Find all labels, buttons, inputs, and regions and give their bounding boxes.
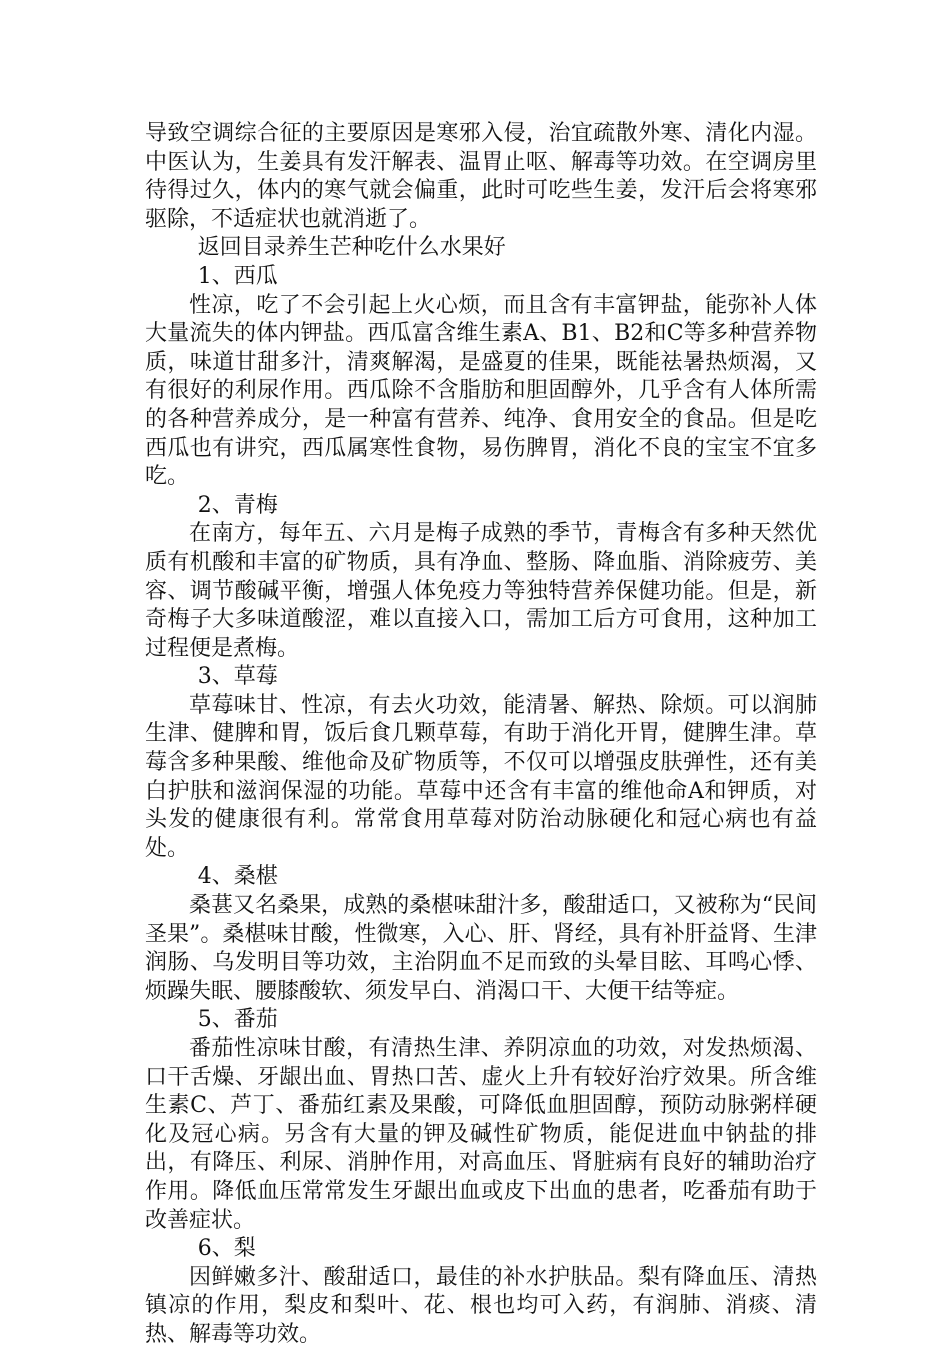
item-body-green-plum: 在南方，每年五、六月是梅子成熟的季节，青梅含有多种天然优质有机酸和丰富的矿物质，具有净血、整肠、降血脂、消除疲劳、美容、调节酸碱平衡，增强人体免疫力等独特营养保健功能。但是，新奇梅子大多味道酸涩，难以直接入口，需加工后方可食用，这种加工过程便是煮梅。	[145, 521, 817, 661]
item-body-tomato: 番茄性凉味甘酸，有清热生津、养阴凉血的功效，对发热烦渴、口干舌燥、牙龈出血、胃热口苦、虚火上升有较好治疗效果。所含维生素C、芦丁、番茄红素及果酸，可降低血胆固醇，预防动脉粥样硬化及冠心病。另含有大量的钾及碱性矿物质，能促进血中钠盐的排出，有降压、利尿、消肿作用，对高血压、肾脏病有良好的辅助治疗作用。降低血压常常发生牙龈出血或皮下出血的患者，吃番茄有助于改善症状。	[145, 1036, 817, 1233]
item-body-pear: 因鲜嫩多汁、酸甜适口，最佳的补水护肤品。梨有降血压、清热镇凉的作用，梨皮和梨叶、花、根也均可入药，有润肺、消痰、清热、解毒等功效。	[145, 1264, 817, 1347]
intro-paragraph: 导致空调综合征的主要原因是寒邪入侵，治宜疏散外寒、清化内湿。中医认为，生姜具有发汗解表、温胃止呕、解毒等功效。在空调房里待得过久，体内的寒气就会偏重，此时可吃些生姜，发汗后会将寒邪驱除，不适症状也就消逝了。	[145, 121, 817, 232]
item-heading-mulberry: 4、桑椹	[197, 864, 278, 890]
section-title: 返回目录养生芒种吃什么水果好	[197, 235, 506, 261]
item-heading-tomato: 5、番茄	[197, 1007, 278, 1033]
item-heading-strawberry: 3、草莓	[197, 664, 278, 690]
item-body-mulberry: 桑葚又名桑果，成熟的桑椹味甜汁多，酸甜适口，又被称为“民间圣果”。桑椹味甘酸，性微寒，入心、肝、肾经，具有补肝益肾、生津润肠、乌发明目等功效，主治阴血不足而致的头晕目眩、耳鸣心悸、烦躁失眠、腰膝酸软、须发早白、消渴口干、大便干结等症。	[145, 893, 817, 1004]
document-page	[145, 120, 817, 1350]
item-body-strawberry: 草莓味甘、性凉，有去火功效，能清暑、解热、除烦。可以润肺生津、健脾和胃，饭后食几颗草莓，有助于消化开胃，健脾生津。草莓含多种果酸、维他命及矿物质等，不仅可以增强皮肤弹性，还有美白护肤和滋润保湿的功能。草莓中还含有丰富的维他命A和钾质，对头发的健康很有利。常常食用草莓对防治动脉硬化和冠心病也有益处。	[145, 692, 817, 861]
item-heading-watermelon: 1、西瓜	[197, 263, 278, 289]
item-heading-pear: 6、梨	[197, 1236, 256, 1262]
item-body-watermelon: 性凉，吃了不会引起上火心烦，而且含有丰富钾盐，能弥补人体大量流失的体内钾盐。西瓜富含维生素A、B1、B2和C等多种营养物质，味道甘甜多汁，清爽解渴，是盛夏的佳果，既能祛暑热烦渴，又有很好的利尿作用。西瓜除不含脂肪和胆固醇外，几乎含有人体所需的各种营养成分，是一种富有营养、纯净、食用安全的食品。但是吃西瓜也有讲究，西瓜属寒性食物，易伤脾胃，消化不良的宝宝不宜多吃。	[145, 292, 817, 490]
item-heading-green-plum: 2、青梅	[197, 492, 278, 518]
